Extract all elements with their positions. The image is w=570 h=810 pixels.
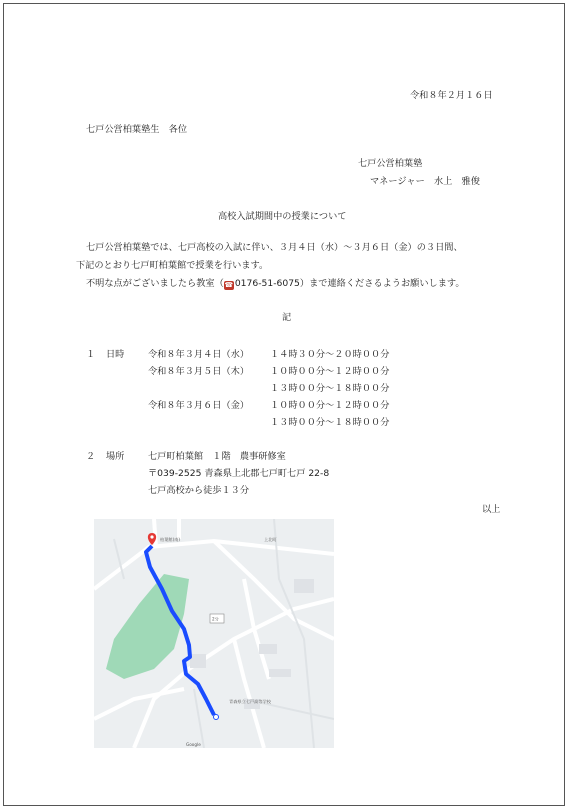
document-date: 令和８年２月１６日 bbox=[410, 90, 493, 101]
schedule-date: 令和８年３月５日（木） bbox=[148, 366, 250, 377]
schedule-label: 日時 bbox=[106, 349, 125, 360]
schedule-time: １４時３０分～２０時００分 bbox=[270, 349, 390, 360]
school-label: 青森県立七戸高等学校 bbox=[229, 699, 271, 704]
schedule-date: 令和８年３月４日（水） bbox=[148, 349, 250, 360]
school-marker-icon bbox=[214, 715, 219, 720]
schedule-number: １ bbox=[86, 349, 96, 360]
route-time-label: 2分 bbox=[212, 616, 219, 622]
schedule-time: １３時００分～１８時００分 bbox=[270, 383, 390, 394]
recipient-line: 七戸公営柏葉塾生 各位 bbox=[86, 124, 188, 135]
route-map bbox=[94, 519, 334, 748]
body-line-2: 下記のとおり七戸町柏葉館で授業を行います。 bbox=[76, 260, 269, 271]
ki-heading: 記 bbox=[282, 312, 292, 323]
sender-person: マネージャー 水上 雅俊 bbox=[370, 176, 480, 187]
route-map-canvas bbox=[94, 519, 334, 748]
sender-organization: 七戸公営柏葉塾 bbox=[358, 158, 423, 169]
place-access: 七戸高校から徒歩１３分 bbox=[148, 485, 250, 496]
body-line-3 bbox=[86, 278, 465, 290]
schedule-date: 令和８年３月６日（金） bbox=[148, 400, 250, 411]
place-number: ２ bbox=[86, 451, 96, 462]
closing-word: 以上 bbox=[482, 504, 501, 515]
shop-label: 上北町 bbox=[264, 537, 277, 542]
place-venue: 七戸町柏葉館 １階 農事研修室 bbox=[148, 451, 286, 462]
schedule-time: １３時００分～１８時００分 bbox=[270, 417, 390, 428]
schedule-time: １０時００分～１２時００分 bbox=[270, 366, 390, 377]
destination-pin-dot bbox=[150, 535, 153, 538]
google-logo: Google bbox=[186, 742, 201, 747]
phone-number: 0176-51-6075 bbox=[234, 278, 300, 289]
body-line-3-post: ）まで連絡くださるようお願いします。 bbox=[299, 278, 465, 289]
schedule-time: １０時００分～１２時００分 bbox=[270, 400, 390, 411]
place-address: 〒039-2525 青森県上北郡七戸町七戸 22-8 bbox=[148, 468, 330, 479]
document-title: 高校入試期間中の授業について bbox=[218, 211, 347, 222]
place-label: 場所 bbox=[106, 451, 125, 462]
destination-label: 柏葉館(南) bbox=[160, 537, 181, 542]
phone-icon: ☎ bbox=[224, 281, 234, 289]
body-line-3-pre: 不明な点がございましたら教室（ bbox=[86, 278, 224, 289]
body-line-1: 七戸公営柏葉塾では、七戸高校の入試に伴い、３月４日（水）～３月６日（金）の３日間、 bbox=[86, 242, 463, 253]
